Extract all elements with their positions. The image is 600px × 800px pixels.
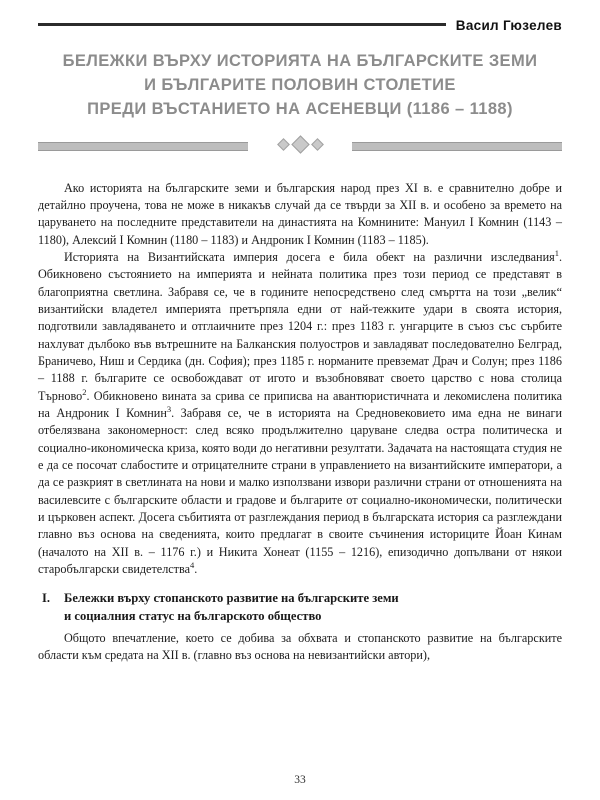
- body-text: [38, 180, 562, 579]
- ornament-bar-left: [38, 142, 248, 151]
- ornament-divider: [38, 132, 562, 158]
- paragraph-2-part-c: . Обикновено вината за срива се приписва на авантюристичната и лекомислена политика на Андроник I Комнин: [38, 388, 562, 421]
- diamond-icon: [277, 138, 290, 151]
- diamond-icon: [291, 136, 309, 154]
- running-head-author: Васил Гюзелев: [455, 17, 562, 33]
- section-title: [64, 590, 562, 625]
- footnote-marker-1: 1: [554, 248, 559, 259]
- running-head-rule: [38, 23, 446, 26]
- footnote-marker-3: 3: [166, 403, 172, 414]
- paragraph-1: Ако историята на българските земи и българския народ през XI в. е сравнително добре и детайлно проучена, това не може в никакъв случай да се твърди за XII в. и особено за времето на царуването на последните представители на династията на Комнините: Мануил I Комнин (1143 – 1180), Алексий I Комнин (1180 – 1183) и Андроник I Комнин (1183 – 1185).: [38, 180, 562, 247]
- section-number: I.: [42, 591, 51, 606]
- section-heading: [38, 590, 562, 625]
- diamond-icon: [311, 138, 324, 151]
- paragraph-2-part-e: .: [194, 561, 198, 576]
- title-line-1: БЕЛЕЖКИ ВЪРХУ ИСТОРИЯТА НА БЪЛГАРСКИТЕ ЗЕМИ: [62, 52, 538, 70]
- closing-paragraph: Общото впечатление, което се добива за обхвата и стопанското развитие на българските области към средата на XII в. (главно въз основа на невизантийски автори),: [38, 630, 562, 662]
- title-line-2: И БЪЛГАРИТЕ ПОЛОВИН СТОЛЕТИЕ: [144, 75, 456, 94]
- paragraph-2-part-b: . Обикновено състоянието на империята и нейната политика през този период се представят в благоприятна светлина. Забравя се, че в годините непосредствено след смъртта на този „велик“ византийски владетел империята претърпяла едни от най-тежките удари в своята история, подготвили завладяването и отглаичните през 1204 г.: през 1183 г. унгарците в съюз със сърбите нахлуват дълбоко във вътрешните на Балканския полуостров и завладяват последователно Белград, Браничево, Ниш и Сердика (дн. София); през 1185 г. норманите превземат Драч и Солун; през 1186 – 1188 г. българите се освобождават от игото и възобновяват своето царство с нова столица Търново: [38, 250, 562, 403]
- paragraph-2-part-a: Историята на Византийската империя досега е била обект на различни изследвания: [64, 250, 555, 265]
- paragraph-2-part-d: . Забравя се, че в историята на Средновековието има една не винаги отбелязвана закономерност: след всяко продължително царуване следва остра политическа и социално-икономическа криза, която води до негативни резултати. Задачата на настоящата студия не е да се посочат слабостите и отрицателните страни в управлението на византийските императори, а да се разкрият в светлината на нови и малко използвани извори различни страни от отношенията на василевсите с българските области и градове и българите от социално-икономически, политически и църковен аспект. Досега събитията от разглеждания период в българската история са разглеждани главно въз основа на сведенията, които предлагат в своите съчинения историците Йоан Кинам (началото на XII в. – 1176 г.) и Никита Хонеат (1155 – 1216), епизодично допълвани от някои старобългарски свидетелства: [38, 406, 562, 576]
- footnote-marker-2: 2: [82, 386, 87, 397]
- footnote-marker-4: 4: [190, 559, 195, 570]
- page-title: [38, 50, 562, 122]
- ornament-bar-right: [352, 142, 562, 151]
- page-folio: 33: [294, 774, 306, 786]
- section-title-line-2: и социалния статус на българското общество: [64, 608, 322, 623]
- running-head: [38, 14, 562, 36]
- title-line-3: ПРЕДИ ВЪСТАНИЕТО НА АСЕНЕВЦИ (1186 – 1188): [87, 99, 513, 118]
- closing-body-text: [38, 630, 562, 665]
- ornament-center: [245, 136, 355, 154]
- section-title-line-1: Бележки върху стопанското развитие на българските земи: [64, 591, 399, 606]
- paragraph-2: [38, 249, 562, 578]
